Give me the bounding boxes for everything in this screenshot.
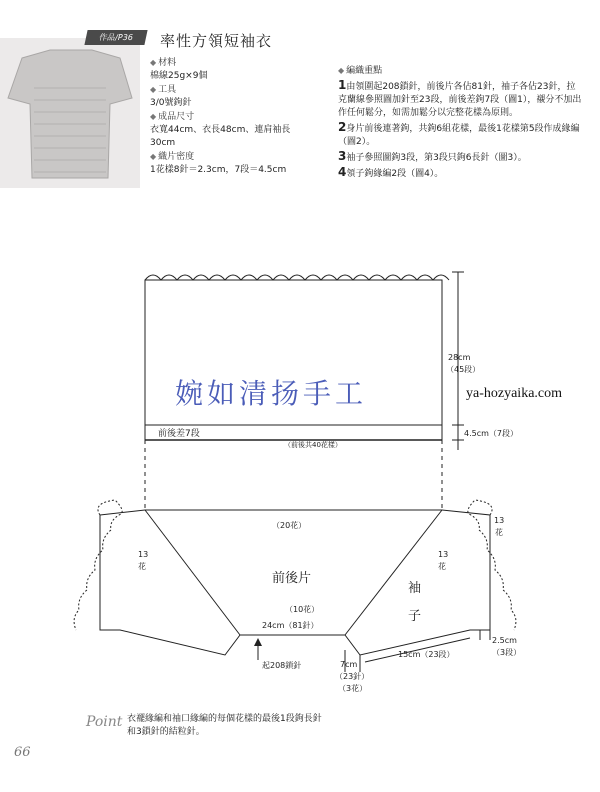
size-value-cont: 30cm [150, 138, 176, 148]
length-rows-label: （45段） [446, 365, 481, 374]
point-text: 衣襬緣編和袖口緣編的每個花樣的最後1段鉤長針和3鎖針的結粒針。 [127, 714, 322, 737]
cuff-length-label: 2.5cm [492, 636, 517, 645]
bottom-23-label: （23針） [335, 672, 370, 681]
pattern-badge: 作品/P36 [84, 30, 147, 45]
gauge-value: 1花樣8針＝2.3cm，7段＝4.5cm [150, 165, 287, 175]
sleeve-label-1: 袖 [408, 581, 422, 596]
tool-label: ◆ 工具 [150, 83, 335, 97]
note-number: 1 [338, 78, 347, 92]
gauge-label: ◆ 織片密度 [150, 150, 335, 164]
cuff-rows-label: （3段） [492, 648, 522, 657]
notes-heading: ◆ 編織重點 [338, 64, 583, 78]
cuff-flower-label: 花 [495, 528, 503, 537]
right-flower-label: 花 [438, 562, 446, 571]
watermark-text: 婉如清扬手工 [175, 377, 368, 410]
bottom-3-label: （3花） [338, 684, 368, 693]
site-url[interactable]: ya-hozyaika.com [466, 386, 563, 401]
point-label: Point [86, 714, 123, 730]
sleeve-scallop-right [468, 500, 516, 630]
front-back-diff-label: 前後差7段 [158, 429, 200, 439]
pattern-title: 率性方領短袖衣 [160, 32, 273, 50]
body-pattern-label: （前後共40花樣） [284, 441, 342, 449]
material-value: 棉線25g×9個 [150, 71, 208, 81]
neck-pattern-label: （10花） [285, 605, 320, 614]
yoke-top-label: （20花） [272, 521, 307, 530]
left-13-label: 13 [138, 550, 149, 559]
material-label: ◆ 材料 [150, 56, 335, 70]
left-flower-label: 花 [138, 562, 146, 571]
size-label: ◆ 成品尺寸 [150, 110, 335, 124]
note-number: 4 [338, 165, 347, 179]
bottom-7cm-label: 7cm [340, 660, 358, 669]
note-number: 2 [338, 120, 347, 134]
raglan-line-right [345, 510, 442, 635]
note-text: 袖子參照圖鉤3段，第3段只鉤6長針（圖3）。 [346, 153, 527, 163]
sleeve-label-2: 子 [408, 609, 422, 624]
border-dimension-label: 4.5cm（7段） [464, 429, 519, 438]
start-chain-label: 起208鎖針 [262, 661, 302, 670]
sleeve-scallop-left [74, 500, 122, 630]
sleeve-count-label: 15cm（23段） [398, 650, 455, 659]
note-text: 身片前後連著鉤，共鉤6組花樣，最後1花樣第5段作成緣編（圖2）。 [338, 124, 580, 147]
yoke-center-label: 前後片 [272, 571, 312, 586]
note-number: 3 [338, 149, 347, 163]
neck-label: 24cm（81針） [262, 621, 319, 630]
right-13-label: 13 [438, 550, 449, 559]
tool-value: 3/0號鉤針 [150, 98, 192, 108]
body-scallop-edge [145, 275, 449, 280]
note-text: 由領圍起208鎖針，前後片各佔81針，袖子各佔23針，拉克蘭線參照圖加針至23段，前後差鉤7段（圖1），襯分不加出作任何鬆分，如需加鬆分以完整花樣為原則。 [338, 82, 582, 118]
page-number: 66 [14, 745, 31, 760]
start-arrow-head [254, 638, 262, 646]
raglan-line-left [145, 510, 240, 635]
length-cm-label: 28cm [448, 353, 471, 362]
body-panel [145, 280, 442, 440]
note-text: 領子鉤緣編2段（圖4）。 [346, 169, 444, 179]
size-value: 衣寬44cm、衣長48cm、連肩袖長 [150, 125, 291, 135]
cuff-13-label: 13 [494, 516, 505, 525]
